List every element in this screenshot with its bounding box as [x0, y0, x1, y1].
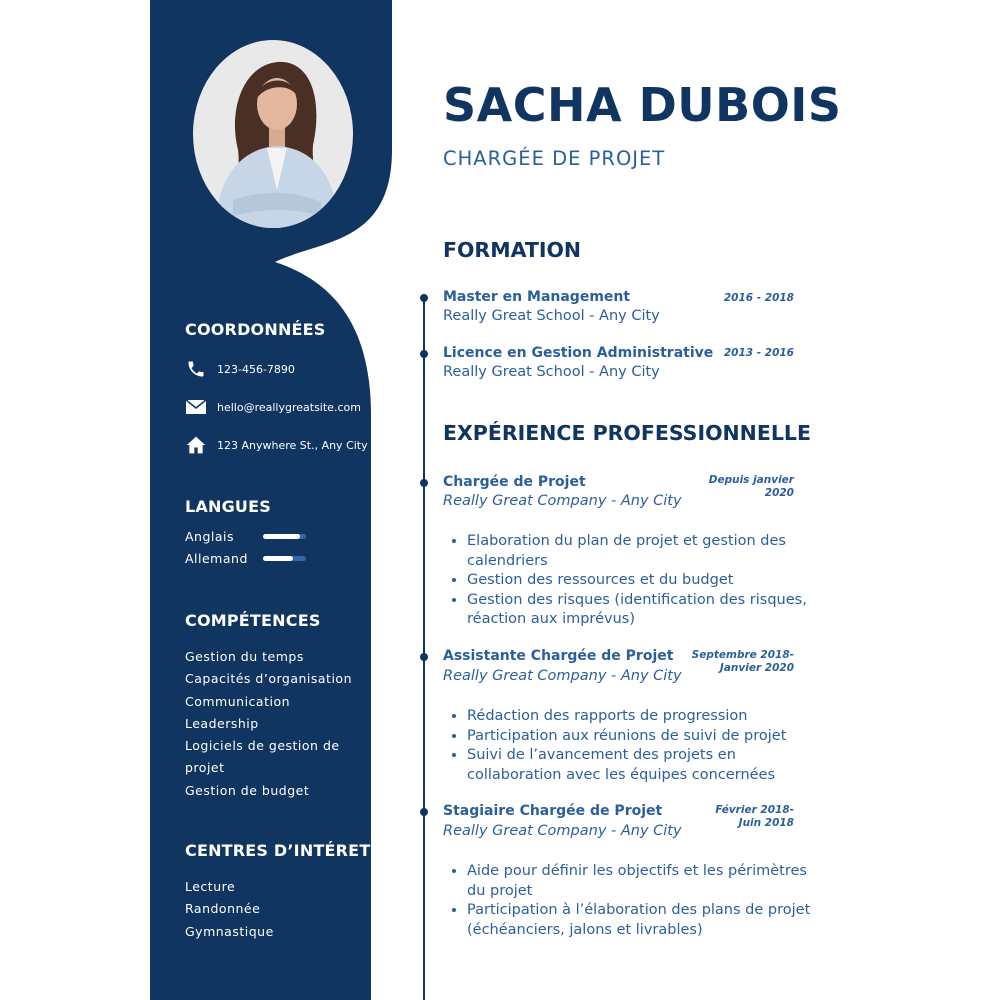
bullet-item: • Elaboration du plan de projet et gestion des calendriers — [467, 532, 812, 571]
interest-item: Lecture — [185, 879, 236, 894]
experience-dates-line: 2020 — [764, 487, 794, 499]
interest-item: Gymnastique — [185, 923, 274, 939]
education-school: Really Great School - Any City — [443, 364, 660, 380]
language-level-fill — [263, 556, 293, 561]
experience-company: Really Great Company - Any City — [443, 823, 682, 839]
phone-icon — [185, 358, 207, 380]
experience-bullets — [443, 707, 812, 785]
experience-role: Stagiaire Chargée de Projet — [443, 803, 663, 819]
skill-item: projet — [185, 760, 225, 776]
contact-phone — [185, 358, 295, 380]
job-title: CHARGÉE DE PROJET — [443, 147, 666, 170]
interests-list — [185, 876, 274, 943]
timeline-dot — [420, 479, 428, 487]
timeline-line — [423, 298, 425, 1000]
language-name: Allemand — [185, 551, 248, 566]
timeline-dot — [420, 294, 428, 302]
bullet-item: • Suivi de l’avancement des projets en collaboration avec les équipes concernées — [467, 746, 812, 785]
skill-item: Gestion du temps — [185, 649, 304, 664]
experience-dates — [684, 804, 794, 830]
contact-email-text: hello@reallygreatsite.com — [217, 400, 361, 414]
contact-address-text: 123 Anywhere St., Any City — [217, 438, 368, 452]
contact-email — [185, 396, 361, 418]
skill-item: Gestion de budget — [185, 782, 310, 798]
education-heading: FORMATION — [443, 238, 582, 262]
bullet-item: • Rédaction des rapports de progression — [467, 707, 812, 727]
language-row — [185, 551, 306, 566]
skill-item: Logiciels de gestion de — [185, 738, 340, 754]
language-row — [185, 529, 306, 544]
person-name: SACHA DUBOIS — [443, 78, 842, 132]
experience-bullets — [443, 532, 812, 630]
experience-company: Really Great Company - Any City — [443, 493, 682, 509]
bullet-item: • Participation à l’élaboration des plans de projet (échéanciers, jalons et livrables) — [467, 901, 812, 940]
skill-item: Capacités d’organisation — [185, 671, 352, 687]
education-dates: 2016 - 2018 — [723, 292, 794, 304]
education-school: Really Great School - Any City — [443, 308, 660, 324]
profile-photo — [193, 40, 353, 228]
experience-role: Assistante Chargée de Projet — [443, 648, 674, 664]
interest-item: Randonnée — [185, 901, 261, 917]
interests-heading: CENTRES D’INTÉRET — [185, 841, 371, 860]
experience-dates — [684, 649, 794, 675]
skill-item: Communication — [185, 693, 291, 709]
education-degree: Master en Management — [443, 289, 631, 305]
skills-heading: COMPÉTENCES — [185, 611, 321, 630]
experience-dates-line: Septembre 2018- — [691, 649, 794, 661]
experience-role: Chargée de Projet — [443, 474, 586, 490]
timeline-dot — [420, 350, 428, 358]
contact-address — [185, 434, 368, 456]
bullet-item: • Gestion des ressources et du budget — [467, 571, 812, 591]
skill-item: Leadership — [185, 715, 259, 731]
experience-dates — [684, 474, 794, 500]
experience-dates-line: Juin 2018 — [738, 817, 794, 829]
education-degree: Licence en Gestion Administrative — [443, 345, 714, 361]
timeline-dot — [420, 808, 428, 816]
home-icon — [185, 434, 207, 456]
experience-company: Really Great Company - Any City — [443, 668, 682, 684]
bullet-item: • Gestion des risques (identification des risques, réaction aux imprévus) — [467, 591, 812, 630]
language-level-bar — [263, 534, 306, 539]
contact-phone-text: 123-456-7890 — [217, 362, 295, 376]
experience-heading: EXPÉRIENCE PROFESSIONNELLE — [443, 421, 811, 445]
education-dates: 2013 - 2016 — [723, 347, 794, 359]
experience-dates-line: Depuis janvier — [708, 474, 794, 486]
experience-dates-line: Janvier 2020 — [719, 662, 794, 674]
language-level-fill — [263, 534, 300, 539]
bullet-item: • Aide pour définir les objectifs et les périmètres du projet — [467, 862, 812, 901]
bullet-item: • Participation aux réunions de suivi de projet — [467, 727, 812, 747]
language-level-bar — [263, 556, 306, 561]
skills-list — [185, 646, 352, 802]
timeline-dot — [420, 653, 428, 661]
languages-heading: LANGUES — [185, 497, 271, 516]
contact-heading: COORDONNÉES — [185, 320, 326, 339]
language-name: Anglais — [185, 529, 235, 544]
experience-bullets — [443, 862, 812, 940]
experience-dates-line: Février 2018- — [715, 804, 794, 816]
mail-icon — [185, 396, 207, 418]
